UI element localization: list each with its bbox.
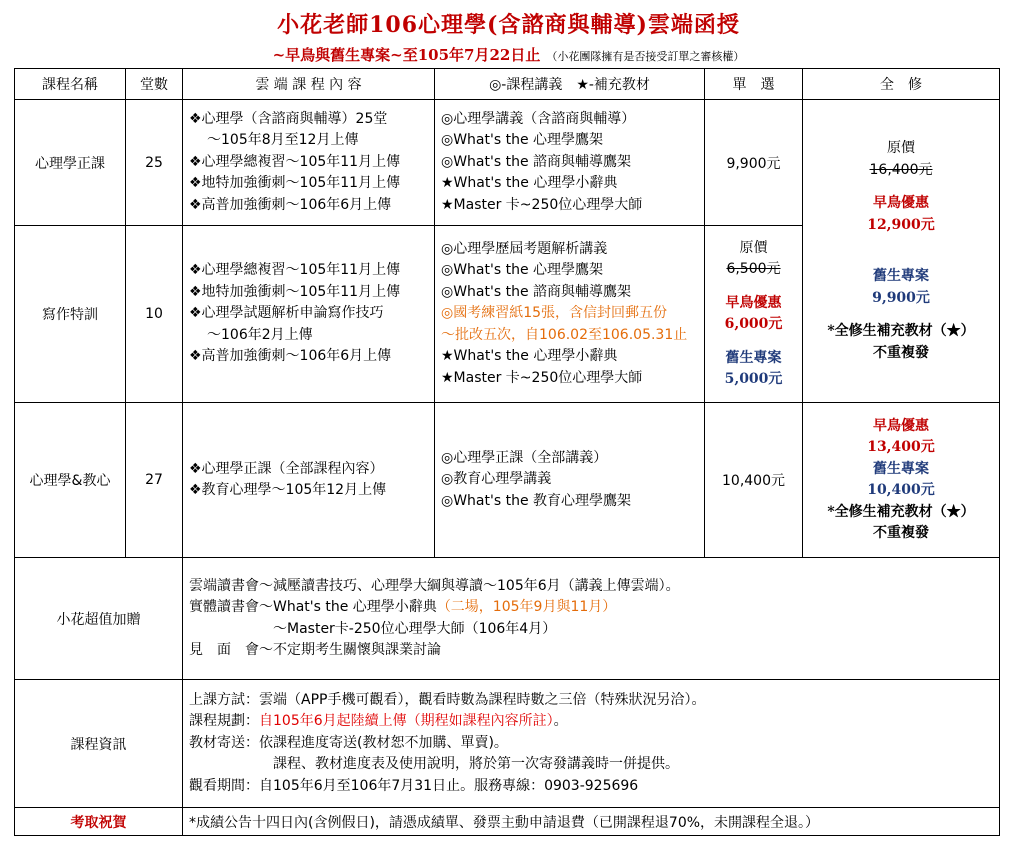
header-single: 單 選: [705, 69, 803, 100]
table-row: [15, 100, 1000, 226]
full-note: *全修生補充教材（★）: [827, 503, 975, 520]
material-line: ◎國考練習紙15張，含信封回郵五份: [441, 305, 668, 322]
full-note-2: 不重複發: [873, 344, 929, 361]
table-row: [15, 403, 1000, 558]
full-price-b: [803, 403, 1000, 558]
content-line: ❖地特加強衝刺～105年11月上傳: [189, 175, 401, 192]
material-line: ◎What's the 諮商與輔導鷹架: [441, 153, 632, 170]
bonus-content: [183, 558, 1000, 680]
info-line-highlight: 自105年6月起陸續上傳（期程如課程內容所註）: [259, 713, 554, 730]
bonus-line-highlight: （二場，105年9月與11月）: [436, 599, 617, 615]
material-line: ◎What's the 心理學鷹架: [441, 262, 604, 279]
page-subtitle: [0, 44, 1017, 65]
bonus-line: [189, 597, 999, 619]
content-line: ❖地特加強衝刺～105年11月上傳: [189, 283, 401, 300]
full-price-a: [803, 100, 1000, 403]
material-line: ◎What's the 諮商與輔導鷹架: [441, 283, 632, 300]
material-line: ★Master 卡~250位心理學大師: [441, 196, 643, 213]
content-line: ❖高普加強衝刺～106年6月上傳: [189, 196, 392, 213]
material-line: ◎心理學講義（含諮商與輔導）: [441, 110, 636, 127]
course-materials: [435, 403, 705, 558]
info-line: 課程、教材進度表及使用說明，將於第一次寄發講義時一併提供。: [273, 756, 679, 773]
content-line: ❖教育心理學～105年12月上傳: [189, 482, 387, 498]
single-price-block: [705, 226, 803, 403]
course-name: 心理學&教心: [15, 403, 126, 558]
material-line: ★What's the 心理學小辭典: [441, 175, 618, 192]
info-row: [15, 680, 1000, 808]
info-line-text: 課程規劃：: [189, 713, 259, 730]
full-old-price: 10,400元: [867, 482, 935, 498]
single-early-price: 6,000元: [724, 316, 783, 332]
bonus-label: 小花超值加贈: [15, 558, 183, 680]
course-count: 27: [126, 403, 183, 558]
course-table: [14, 68, 1000, 836]
bonus-line: 見 面 會～不定期考生關懷與課業討論: [189, 642, 441, 658]
single-price: 9,900元: [705, 100, 803, 226]
content-line: ～105年8月至12月上傳: [207, 132, 359, 149]
content-line: ～106年2月上傳: [207, 326, 313, 343]
content-line: ❖心理學總複習～105年11月上傳: [189, 153, 401, 170]
content-line: ❖心理學試題解析申論寫作技巧: [189, 305, 384, 322]
material-line: ◎教育心理學講義: [441, 471, 552, 488]
content-line: ❖心理學正課（全部課程內容）: [189, 460, 384, 477]
material-line: ◎What's the 教育心理學鷹架: [441, 492, 632, 509]
full-old-price: 9,900元: [872, 289, 930, 306]
bonus-line: ～Master卡-250位心理學大師（106年4月）: [273, 620, 557, 637]
table-header-row: [15, 69, 1000, 100]
material-line: ◎心理學正課（全部講義）: [441, 449, 608, 466]
full-old-label: 舊生專案: [873, 268, 929, 284]
single-orig-label: 原價: [739, 239, 768, 256]
full-orig-price: 16,400元: [869, 161, 933, 178]
bonus-line-text: 實體讀書會～What's the 心理學小辭典: [189, 599, 437, 615]
info-label: 課程資訊: [15, 680, 183, 808]
single-orig-price: 6,500元: [726, 261, 781, 277]
page-title: 小花老師106心理學(含諮商與輔導)雲端函授: [277, 12, 740, 38]
header-full: 全 修: [803, 69, 1000, 100]
info-line: [189, 711, 999, 733]
material-line: ★Master 卡~250位心理學大師: [441, 369, 643, 386]
full-orig-label: 原價: [887, 140, 915, 156]
single-old-price: 5,000元: [724, 371, 783, 387]
footer-label: 考取祝賀: [15, 808, 183, 836]
full-early-label: 早鳥優惠: [873, 195, 929, 211]
course-materials: [435, 100, 705, 226]
material-line: ～批改五次，自106.02至106.05.31止: [441, 326, 688, 343]
header-content: 雲 端 課 程 內 容: [183, 69, 435, 100]
course-content: [183, 403, 435, 558]
full-early-label: 早鳥優惠: [873, 417, 929, 434]
info-line: 上課方試：雲端（APP手機可觀看），觀看時數為課程時數之三倍（特殊狀況另洽）。: [189, 691, 706, 708]
full-note-2: 不重複發: [873, 525, 929, 541]
full-old-label: 舊生專案: [873, 460, 929, 477]
subtitle-note: （小花團隊擁有是否接受訂單之審核權）: [546, 50, 745, 63]
course-materials: [435, 226, 705, 403]
info-line: 觀看期間：自105年6月至106年7月31日止。服務專線：0903-925696: [189, 777, 639, 794]
header-count: 堂數: [126, 69, 183, 100]
single-price: 10,400元: [705, 403, 803, 558]
content-line: ❖心理學（含諮商與輔導）25堂: [189, 110, 388, 127]
full-early-price: 12,900元: [867, 216, 935, 233]
single-old-label: 舊生專案: [725, 349, 782, 366]
header-course-name: 課程名稱: [15, 69, 126, 100]
header-materials: ◎-課程講義 ★-補充教材: [435, 69, 705, 100]
footer-text: *成績公告十四日內(含例假日)，請憑成績單、發票主動申請退費（已開課程退70%，未開課程全退。）: [183, 808, 1000, 836]
single-early-label: 早鳥優惠: [725, 294, 782, 311]
course-content: [183, 226, 435, 403]
bonus-row: [15, 558, 1000, 680]
material-line: ★What's the 心理學小辭典: [441, 348, 618, 365]
course-name: 心理學正課: [15, 100, 126, 226]
info-line-suffix: 。: [553, 713, 568, 730]
full-note: *全修生補充教材（★）: [827, 323, 975, 339]
course-name: 寫作特訓: [15, 226, 126, 403]
full-early-price: 13,400元: [867, 439, 935, 455]
material-line: ◎What's the 心理學鷹架: [441, 132, 604, 149]
content-line: ❖心理學總複習～105年11月上傳: [189, 262, 401, 279]
footer-row: [15, 808, 1000, 836]
material-line: ◎心理學歷屆考題解析講義: [441, 240, 608, 257]
content-line: ❖高普加強衝刺～106年6月上傳: [189, 348, 392, 365]
course-count: 10: [126, 226, 183, 403]
subtitle-main: ~早鳥與舊生專案~至105年7月22日止: [272, 46, 541, 64]
info-line: 教材寄送：依課程進度寄送(教材恕不加購、單賣)。: [189, 734, 508, 751]
bonus-line: 雲端讀書會～減壓讀書技巧、心理學大綱與導讀～105年6月（講義上傳雲端）。: [189, 577, 680, 594]
course-count: 25: [126, 100, 183, 226]
course-content: [183, 100, 435, 226]
info-content: [183, 680, 1000, 808]
